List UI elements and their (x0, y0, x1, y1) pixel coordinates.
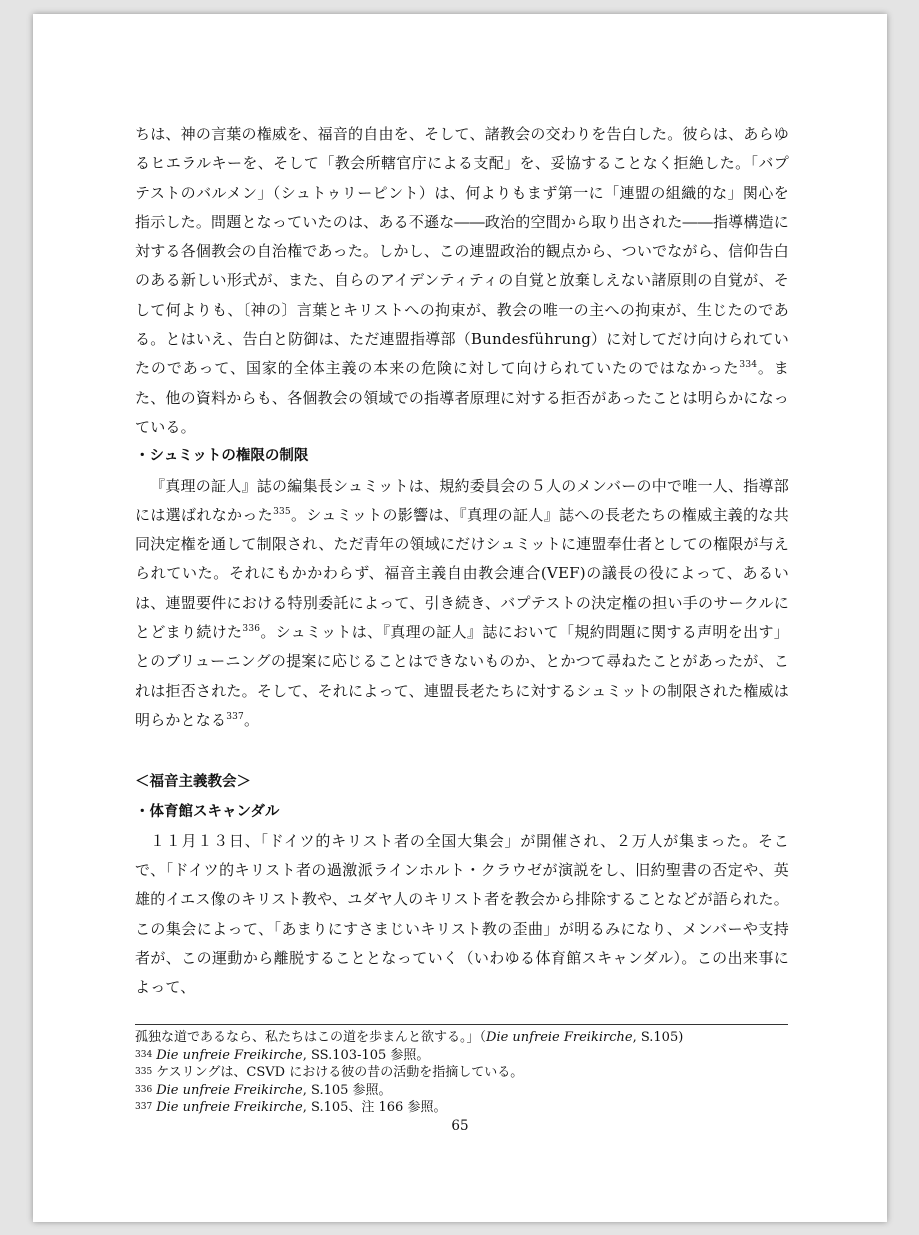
footnote-continued-text: 孤独な道であるなら、私たちはこの道を歩まんと欲する。」（ (135, 1030, 487, 1045)
footnote-335 (135, 1064, 788, 1082)
paragraph-2-text-b: 。シュミットの影響は、『真理の証人』誌への長老たちの権威主義的な共同決定権を通して制限され、ただ青年の領域にだけシュミットに連盟奉仕者としての権限が与えられていた。それにもかかわらず、福音主義自由教会連合(VEF)の議長の役によって、あるいは、連盟要件における特別委託によって、引き続き、バプテストの決定権の担い手のサークルにとどまり続けた (135, 505, 789, 642)
footnote-ref-337[interactable]: 337 (226, 711, 244, 722)
footnote-334 (135, 1047, 788, 1065)
footnote-continued-tail: , S.105) (632, 1030, 684, 1045)
footnotes (135, 1024, 788, 1117)
paragraph-1 (135, 120, 789, 442)
footnote-number: 334 (135, 1049, 153, 1060)
subheading-sportpalast: ・体育館スキャンダル (135, 803, 280, 820)
paragraph-1-tail: 。また、他の資料からも、各個教会の領域での指導者原理に対する拒否があったことは明らかになっている。 (135, 359, 790, 436)
footnote-337 (135, 1099, 788, 1117)
page-body (135, 120, 789, 1003)
footnote-title: Die unfreie Freikirche (156, 1100, 303, 1115)
footnote-text: , S.105、注 166 参照。 (302, 1100, 447, 1115)
footnote-ref-336[interactable]: 336 (242, 624, 261, 635)
footnote-text: , SS.103-105 参照。 (302, 1047, 430, 1063)
footnote-number: 336 (135, 1084, 153, 1095)
paragraph-2-text-a: 『真理の証人』誌の編集長シュミットは、規約委員会の５人のメンバーの中で唯一人、指導部には選ばれなかった (135, 476, 789, 524)
footnote-number: 337 (135, 1102, 153, 1112)
paragraph-2-text-d: 。 (243, 710, 260, 729)
footnote-336 (135, 1082, 788, 1100)
footnote-continued-title: Die unfreie Freikirche (486, 1030, 633, 1045)
subheading-schmidt: ・シュミットの権限の制限 (135, 448, 309, 465)
footnote-text: ケスリングは、CSVD における彼の昔の活動を指摘している。 (156, 1065, 524, 1080)
footnote-title: Die unfreie Freikirche (156, 1047, 303, 1063)
paragraph-3: １１月１３日、「ドイツ的キリスト者の全国大集会」が開催され、２万人が集まった。そこで、「ドイツ的キリスト者の過激派ラインホルト・クラウゼが演説をし、旧約聖書の否定や、英雄的イエス像のキリスト教や、ユダヤ人のキリスト者を教会から排除することなどが語られた。この集会によって、「あまりにすさまじいキリスト教の歪曲」が明るみになり、メンバーや支持者が、この運動から離脱することとなっていく（いわゆる体育館スキャンダル）。この出来事によって、 (135, 831, 789, 997)
footnote-continued (135, 1029, 788, 1047)
paragraph-2 (135, 472, 789, 736)
footnote-number: 335 (135, 1067, 153, 1077)
paragraph-1-text: ちは、神の言葉の権威を、福音的自由を、そして、諸教会の交わりを告白した。彼らは、あらゆるヒエラルキーを、そして「教会所轄官庁による支配」を、妥協することなく拒絶した。「バプテストのバルメン」（シュトゥリーピント）は、何よりもまず第一に「連盟の組織的な」関心を指示した。問題となっていたのは、ある不遜な――政治的空間から取り出された――指導構造に対する各個教会の自治権であった。しかし、この連盟政治的観点から、ついでながら、信仰告白のある新しい形式が、また、自らのアイデンティティの自覚と放棄しえない諸原則の自覚が、そして何よりも、〔神の〕言葉とキリストへの拘束が、教会の唯一の主への拘束が、生じたのである。とはいえ、告白と防御は、ただ連盟指導部（Bundesführung）に対してだけ向けられていたのであって、国家的全体主義の本来の危険に対して向けられていたのではなかった (135, 125, 789, 378)
page-number: 65 (451, 1118, 469, 1134)
footnote-title: Die unfreie Freikirche (156, 1082, 303, 1098)
document-page (33, 14, 887, 1222)
paragraph-2-text-c: 。シュミットは、『真理の証人』誌において「規約問題に関する声明を出す」とのブリューニングの提案に応じることはできないものか、とかつて尋ねたことがあったが、これは拒否された。そして、それによって、連盟長老たちに対するシュミットの制限された権威は明らかとなる (135, 623, 789, 729)
footnote-ref-335[interactable]: 335 (273, 506, 291, 517)
footnote-ref-334[interactable]: 334 (739, 360, 758, 371)
footnote-text: , S.105 参照。 (302, 1082, 392, 1098)
section-heading: ＜福音主義教会＞ (135, 774, 251, 791)
